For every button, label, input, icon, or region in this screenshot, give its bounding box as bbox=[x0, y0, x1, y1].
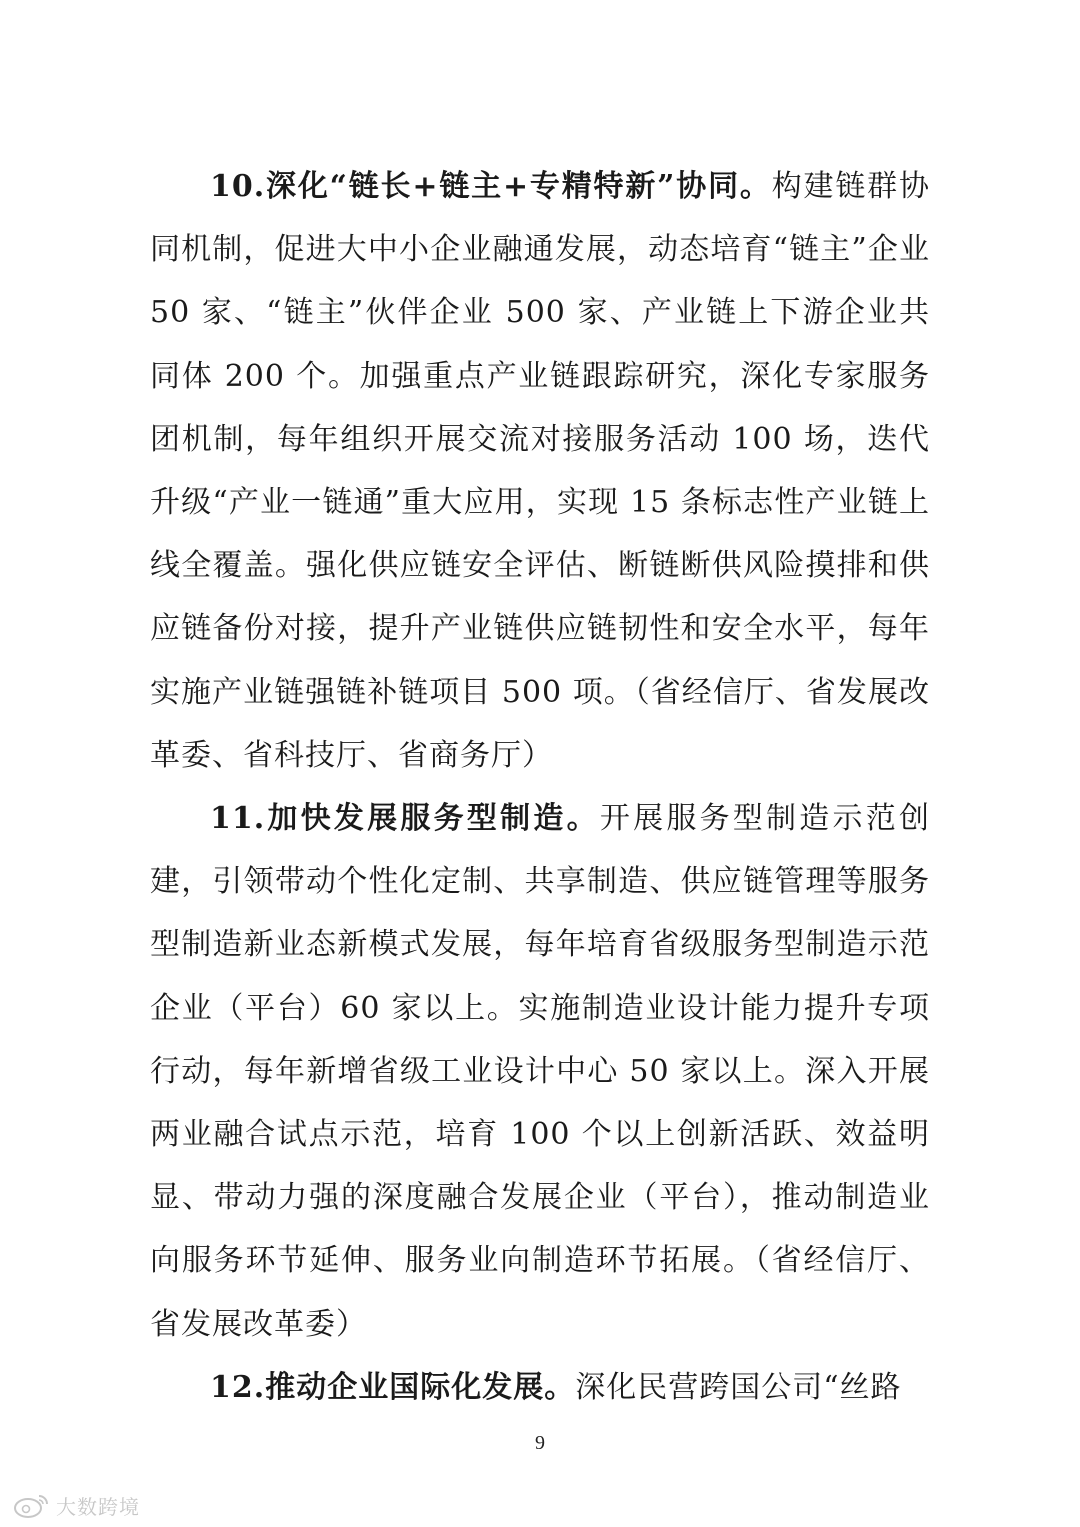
paragraph-12 bbox=[150, 1356, 930, 1419]
paragraph-11-body: 开展服务型制造示范创建，引领带动个性化定制、共享制造、供应链管理等服务型制造新业态新模式发展，每年培育省级服务型制造示范企业（平台）60 家以上。实施制造业设计能力提升专项行动，每年新增省级工业设计中心 50 家以上。深入开展两业融合试点示范，培育 100 个以上创新活跃、效益明显、带动力强的深度融合发展企业（平台），推动制造业向服务环节延伸、服务业向制造环节拓展。（省经信厅、省发展改革委） bbox=[150, 801, 931, 1342]
document-body bbox=[150, 155, 930, 1419]
paragraph-11-heading: 11.加快发展服务型制造。 bbox=[210, 801, 600, 837]
paragraph-12-heading: 12.推动企业国际化发展。 bbox=[210, 1369, 576, 1405]
paragraph-10-heading: 10.深化“链长+链主+专精特新”协同。 bbox=[210, 169, 772, 204]
page-number: 9 bbox=[535, 1432, 545, 1454]
paragraph-12-body: 深化民营跨国公司“丝路 bbox=[575, 1369, 902, 1405]
paragraph-11 bbox=[150, 787, 930, 1356]
watermark-text: 大数跨境 bbox=[56, 1494, 140, 1519]
paragraph-10 bbox=[150, 155, 930, 787]
watermark bbox=[12, 1490, 140, 1520]
paragraph-10-body: 构建链群协同机制，促进大中小企业融通发展，动态培育“链主”企业 50 家、“链主”伙伴企业 500 家、产业链上下游企业共同体 200 个。加强重点产业链跟踪研究，深化专家服务团机制，每年组织开展交流对接服务活动 100 场，迭代升级“产业一链通”重大应用，实现 15 条标志性产业链上线全覆盖。强化供应链安全评估、断链断供风险摸排和供应链备份对接，提升产业链供应链韧性和安全水平，每年实施产业链强链补链项目 500 项。（省经信厅、省发展改革委、省科技厅、省商务厅） bbox=[150, 169, 930, 773]
weibo-logo-icon bbox=[12, 1491, 52, 1519]
